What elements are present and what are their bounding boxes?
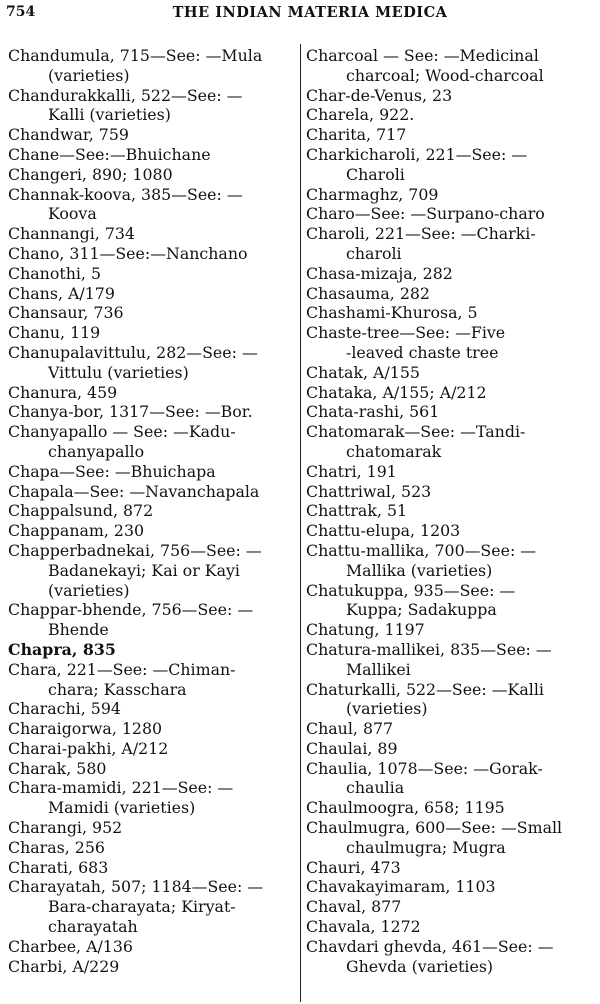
index-entry-line: Chattrak, 51 [306,501,408,521]
index-entry-line: Chara, 221—See: —Chiman- [8,659,236,679]
index-entry-line: Chanya-bor, 1317—See: —Bor. [8,402,253,422]
index-entry-line: Chatak, A/155 [306,362,420,382]
index-entry-line: chatomarak [346,441,442,461]
index-entry [8,640,296,660]
index-entry-line: Chattriwal, 523 [306,481,432,501]
index-entry [306,363,594,383]
index-entry-line: Kalli (varieties) [48,105,171,125]
index-entry-line: Charoli [346,164,405,184]
index-entry [306,581,594,621]
index-entry [306,46,594,86]
index-entry-line: Charita, 717 [306,125,407,145]
index-entry-line: Charangi, 952 [8,818,123,838]
index-entry [8,165,296,185]
index-entry [306,105,594,125]
index-entry-line: Chatukuppa, 935—See: — [306,580,516,600]
index-entry [8,838,296,858]
index-entry [306,125,594,145]
index-entry [306,877,594,897]
index-entry [306,86,594,106]
index-entry-line: Chandurakkalli, 522—See: — [8,85,243,105]
index-entry [306,640,594,680]
index-entry-line: Chavakayimaram, 1103 [306,877,496,897]
index-entry [8,343,296,383]
index-entry [306,620,594,640]
index-entry-line: chara; Kasschara [48,679,187,699]
index-entry-line: Charaigorwa, 1280 [8,719,163,739]
index-entry-line: Charachi, 594 [8,699,121,719]
index-entry-line: Chappanam, 230 [8,521,145,541]
index-entry-line: Badanekayi; Kai or Kayi [48,560,240,580]
index-entry [8,957,296,977]
index-entry [306,323,594,363]
index-entry [8,46,296,86]
index-entry [8,818,296,838]
index-entry [306,541,594,581]
index-entry-line: Charmaghz, 709 [306,184,439,204]
index-entry [8,284,296,304]
index-entry [306,759,594,799]
index-entry [306,264,594,284]
index-entry-line: Charela, 922. [306,105,415,125]
index-entry-line: Chappar-bhende, 756—See: — [8,600,254,620]
index-entry [8,521,296,541]
index-entry [8,660,296,700]
index-entry [8,501,296,521]
index-entry-line: Chaul, 877 [306,719,394,739]
index-entry-line: Chashami-Khurosa, 5 [306,303,478,323]
index-entry-line: Kuppa; Sadakuppa [346,600,497,620]
index-entry [306,284,594,304]
index-entry [8,739,296,759]
index-entry-line: Vittulu (varieties) [48,362,189,382]
index-entry-line: Chansaur, 736 [8,303,124,323]
index-entry [8,422,296,462]
index-entry-line: Chapra, 835 [8,639,116,659]
index-entry [306,897,594,917]
index-entry-line: Chane—See:—Bhuichane [8,144,211,164]
index-entry-line: chaulia [346,778,405,798]
index-entry-line: Chara-mamidi, 221—See: — [8,778,234,798]
index-entry-line: charoli [346,243,402,263]
index-entry [8,86,296,126]
index-entry-line: Chaulmugra, 600—See: —Small [306,818,563,838]
index-entry-line: Charas, 256 [8,837,105,857]
index-entry-line: Chasa-mizaja, 282 [306,263,453,283]
page-header [0,0,600,28]
index-entry-line: Koova [48,204,97,224]
index-column-right [306,46,594,976]
index-entry-line: Bara-charayata; Kiryat- [48,897,236,917]
index-entry [8,462,296,482]
index-column-left [8,46,296,976]
index-entry [306,739,594,759]
index-entry [306,422,594,462]
index-entry [8,699,296,719]
index-entry [8,877,296,936]
index-entry-line: Channangi, 734 [8,224,135,244]
index-entry-line: (varieties) [48,65,130,85]
index-entry-line: Charcoal — See: —Medicinal [306,46,539,65]
index-entry-line: Charbee, A/136 [8,936,133,956]
index-entry-line: Charkicharoli, 221—See: — [306,144,528,164]
index-entry-line: Charbi, A/229 [8,956,120,976]
index-entry-line: chaulmugra; Mugra [346,837,506,857]
index-entry [306,482,594,502]
index-entry [306,185,594,205]
index-entry-line: Chatura-mallikei, 835—See: — [306,639,552,659]
index-entry-line: Bhende [48,620,109,640]
index-entry-line: charayatah [48,917,138,937]
index-entry [8,482,296,502]
index-entry [306,383,594,403]
index-entry [306,303,594,323]
index-entry [8,145,296,165]
index-entry [306,798,594,818]
index-entry-line: Charoli, 221—See: —Charki- [306,224,536,244]
index-entry [8,185,296,225]
index-entry [8,383,296,403]
index-entry-line: Chavdari ghevda, 461—See: — [306,936,554,956]
index-entry [8,719,296,739]
index-entry [306,680,594,720]
index-entry [306,402,594,422]
index-entry [8,264,296,284]
index-entry-line: Chaste-tree—See: —Five [306,323,506,343]
index-entry [306,521,594,541]
index-entry-line: Chandwar, 759 [8,125,129,145]
index-entry-line: Chandumula, 715—See: —Mula [8,46,263,65]
index-entry-line: Chanyapallo — See: —Kadu- [8,422,236,442]
index-entry [8,541,296,600]
index-entry [8,778,296,818]
index-entry-line: chanyapallo [48,441,145,461]
index-entry-line: (varieties) [346,699,428,719]
index-entry [306,818,594,858]
index-entry [306,204,594,224]
index-entry-line: Chatri, 191 [306,461,397,481]
index-entry-line: Chatung, 1197 [306,620,425,640]
index-entry-line: Chanura, 459 [8,382,118,402]
index-entry-line: Char-de-Venus, 23 [306,85,453,105]
index-entry-line: -leaved chaste tree [346,342,499,362]
index-entry [8,323,296,343]
index-entry [8,858,296,878]
index-entry-line: Chano, 311—See:—Nanchano [8,243,248,263]
index-entry-line: Ghevda (varieties) [346,956,494,976]
index-entry-line: Chattu-mallika, 700—See: — [306,540,537,560]
index-entry [8,759,296,779]
index-entry-line: Chavala, 1272 [306,917,421,937]
index-entry-line: (varieties) [48,580,130,600]
index-entry [8,244,296,264]
index-entry-line: Chanothi, 5 [8,263,102,283]
index-entry-line: Chauri, 473 [306,857,401,877]
index-entry [8,125,296,145]
index-entry [306,462,594,482]
index-entry-line: Chaturkalli, 522—See: —Kalli [306,679,544,699]
index-entry [306,501,594,521]
index-entry-line: Chaval, 877 [306,897,402,917]
index-entry [306,917,594,937]
page-number: 754 [6,4,36,20]
index-entry-line: Chatomarak—See: —Tandi- [306,422,526,442]
index-entry [306,145,594,185]
index-entry [306,937,594,977]
index-entry-line: Chapperbadnekai, 756—See: — [8,540,262,560]
index-entry [306,858,594,878]
index-entry-line: Charati, 683 [8,857,109,877]
index-entry [306,719,594,739]
running-title: THE INDIAN MATERIA MEDICA [172,4,448,21]
index-entry-line: Mamidi (varieties) [48,798,196,818]
index-entry-line: Charak, 580 [8,758,107,778]
index-entry-line: Chaulia, 1078—See: —Gorak- [306,758,543,778]
index-entry [8,224,296,244]
index-entry [306,224,594,264]
index-entry-line: Chaulai, 89 [306,738,398,758]
index-entry-line: Chans, A/179 [8,283,115,303]
index-entry-line: Chanupalavittulu, 282—See: — [8,342,258,362]
index-entry [8,402,296,422]
index-entry-line: Charai-pakhi, A/212 [8,738,169,758]
index-entry-line: Chapala—See: —Navanchapala [8,481,260,501]
index-entry-line: charcoal; Wood-charcoal [346,65,544,85]
index-entry [8,303,296,323]
index-entry-line: Chapa—See: —Bhuichapa [8,461,216,481]
index-entry-line: Changeri, 890; 1080 [8,164,173,184]
index-entry-line: Charayatah, 507; 1184—See: — [8,877,264,897]
index-entry-line: Chata-rashi, 561 [306,402,440,422]
index-entry-line: Chattu-elupa, 1203 [306,521,461,541]
index-entry-line: Channak-koova, 385—See: — [8,184,243,204]
index-entry-line: Chasauma, 282 [306,283,430,303]
index-entry-line: Mallikei [346,659,411,679]
index-entry [8,600,296,640]
index-entry-line: Chataka, A/155; A/212 [306,382,487,402]
index-entry-line: Mallika (varieties) [346,560,493,580]
index-entry-line: Chappalsund, 872 [8,501,154,521]
index-entry-line: Chanu, 119 [8,323,101,343]
index-entry [8,937,296,957]
index-entry-line: Chaulmoogra, 658; 1195 [306,798,505,818]
index-entry-line: Charo—See: —Surpano-charo [306,204,545,224]
column-divider [300,44,301,1002]
